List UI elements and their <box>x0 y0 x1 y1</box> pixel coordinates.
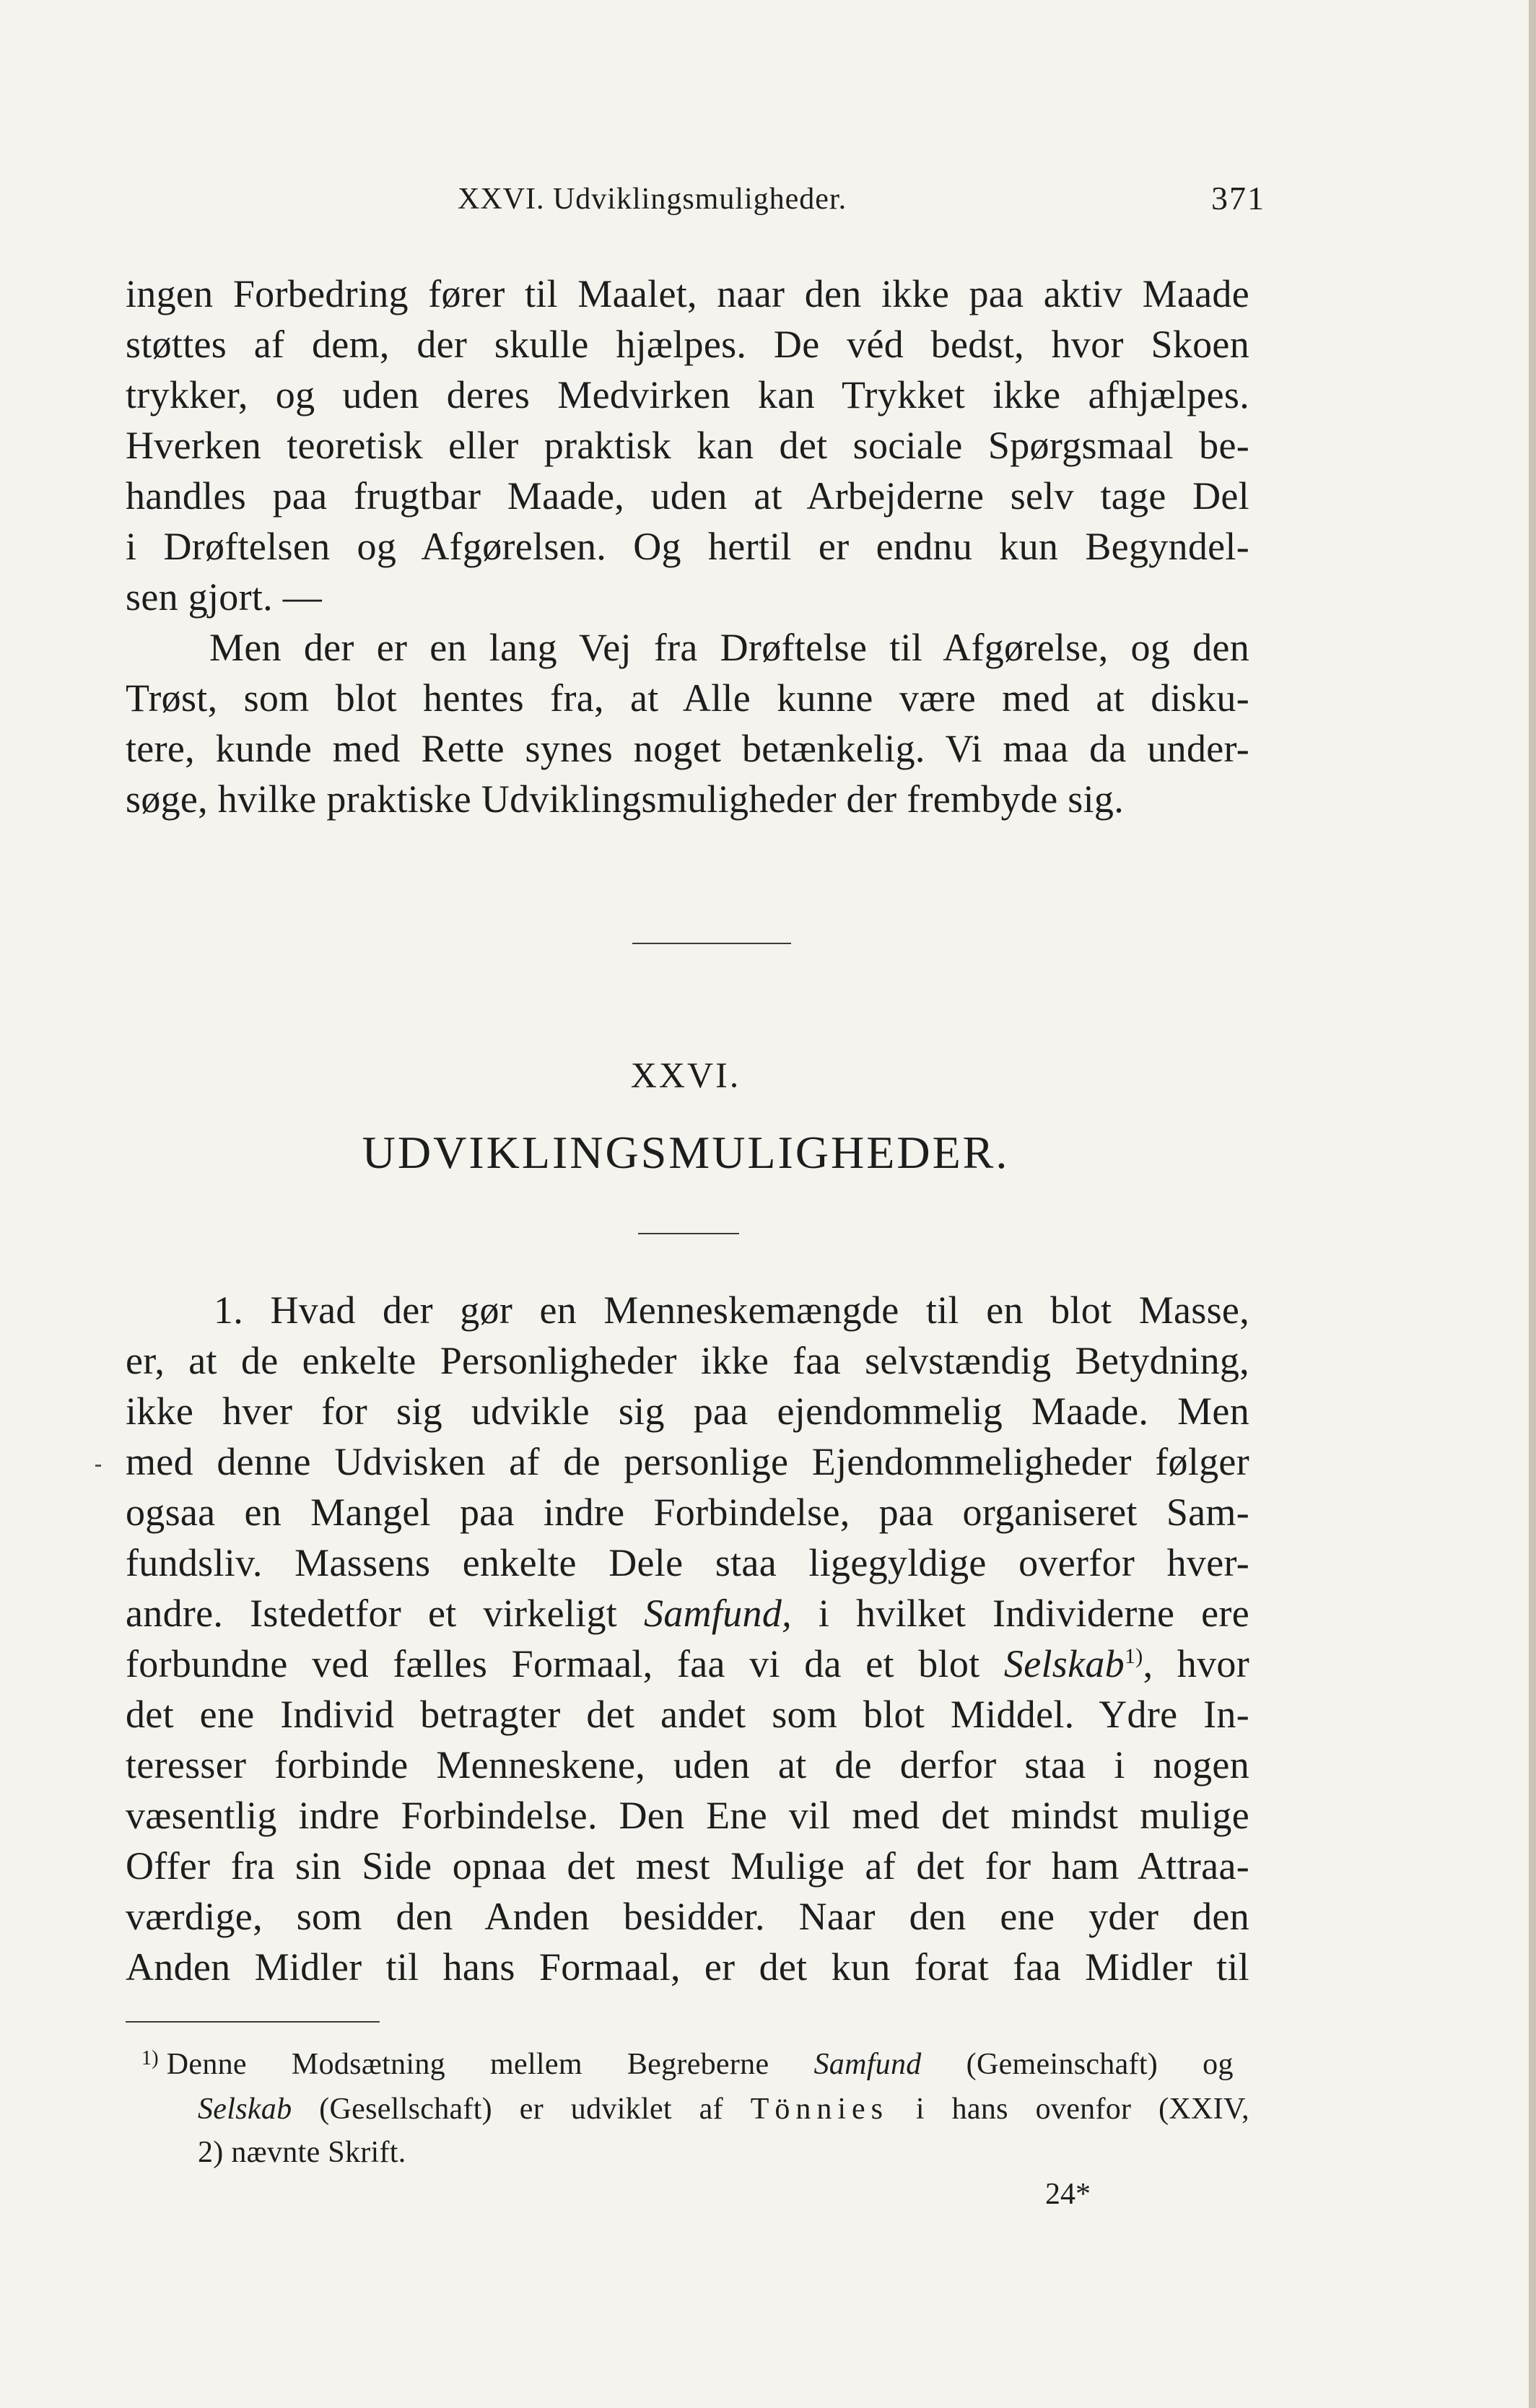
italic-term: Samfund, <box>644 1592 792 1635</box>
italic-term-with-footnote <box>1004 1642 1249 1685</box>
page-number: 371 <box>1211 180 1265 217</box>
text-line <box>126 1641 1249 1686</box>
text-line: tere, kunde med Rette synes noget betænkelig. Vi maa da under- <box>126 727 1249 770</box>
footnote-text <box>167 2047 1234 2082</box>
text-line: trykker, og uden deres Medvirken kan Trykket ikke afhjælpes. <box>126 373 1249 416</box>
footnote-marker: 1) <box>1124 1644 1143 1668</box>
italic-term: Selskab <box>198 2093 292 2126</box>
text-span: Denne Modsætning mellem Begreberne <box>166 2048 769 2081</box>
text-span: (Gesellschaft) er udviklet af <box>319 2093 723 2126</box>
title-rule <box>638 1233 739 1234</box>
text-span: forbundne ved fælles Formaal, faa vi da et blot <box>126 1642 980 1685</box>
text-line: i Drøftelsen og Afgørelsen. Og hertil er endnu kun Begyndel- <box>126 525 1249 568</box>
footnote-marker: 1) <box>141 2047 159 2069</box>
text-line: Men der er en lang Vej fra Drøftelse til Afgørelse, og den <box>209 626 1249 669</box>
italic-term: Samfund <box>813 2048 922 2081</box>
page-edge-shadow <box>1529 0 1536 2408</box>
text-line: er, at de enkelte Personligheder ikke faa selvstændig Betydning, <box>126 1339 1249 1382</box>
text-line: ikke hver for sig udvikle sig paa ejendommelig Maade. Men <box>126 1390 1249 1433</box>
text-line: Anden Midler til hans Formaal, er det kun forat faa Midler til <box>126 1945 1249 1989</box>
text-line: sen gjort. — <box>126 575 323 619</box>
signature-mark: 24* <box>1045 2178 1091 2211</box>
text-line: ingen Forbedring fører til Maalet, naar den ikke paa aktiv Maade <box>126 272 1249 315</box>
text-line: med denne Udvisken af de personlige Ejendommeligheder følger <box>126 1440 1249 1483</box>
italic-term: Selskab <box>1003 1642 1125 1685</box>
footnote-line: 2) nævnte Skrift. <box>198 2136 406 2169</box>
footnote-line <box>198 2092 1249 2126</box>
section-divider <box>632 943 791 944</box>
text-line: handles paa frugtbar Maade, uden at Arbejderne selv tage Del <box>126 474 1249 518</box>
text-line: værdige, som den Anden besidder. Naar den ene yder den <box>126 1895 1249 1938</box>
text-line: fundsliv. Massens enkelte Dele staa ligegyldige overfor hver- <box>126 1541 1249 1584</box>
text-span: i hvilket Individerne ere <box>818 1592 1249 1635</box>
text-span: andre. Istedetfor et virkeligt <box>126 1592 618 1635</box>
text-span: i hans ovenfor (XXIV, <box>915 2093 1249 2126</box>
footnote-rule <box>126 2021 380 2023</box>
margin-mark <box>95 1465 101 1467</box>
text-line <box>126 1591 1249 1636</box>
chapter-title: UDVIKLINGSMULIGHEDER. <box>362 1127 1010 1178</box>
footnote-line <box>141 2047 1249 2083</box>
text-line: søge, hvilke praktiske Udviklingsmuligheder der frembyde sig. <box>126 777 1125 821</box>
text-line: væsentlig indre Forbindelse. Den Ene vil med det mindst mulige <box>126 1794 1249 1837</box>
text-span: , hvor <box>1143 1642 1249 1685</box>
running-title: XXVI. Udviklingsmuligheder. <box>458 183 847 216</box>
chapter-number: XXVI. <box>630 1055 741 1095</box>
text-line: teresser forbinde Menneskene, uden at de derfor staa i nogen <box>126 1743 1249 1787</box>
text-line: støttes af dem, der skulle hjælpes. De véd bedst, hvor Skoen <box>126 323 1249 366</box>
text-line: det ene Individ betragter det andet som blot Middel. Ydre In- <box>126 1693 1249 1736</box>
text-line: ogsaa en Mangel paa indre Forbindelse, paa organiseret Sam- <box>126 1491 1249 1534</box>
text-line: Trøst, som blot hentes fra, at Alle kunne være med at disku- <box>126 676 1249 720</box>
text-line: Offer fra sin Side opnaa det mest Mulige af det for ham Attraa- <box>126 1844 1249 1888</box>
author-name: Tönnies <box>750 2093 889 2126</box>
text-line: Hverken teoretisk eller praktisk kan det sociale Spørgsmaal be- <box>126 424 1249 467</box>
text-span: (Gemeinschaft) og <box>966 2048 1234 2081</box>
text-line: 1. Hvad der gør en Menneskemængde til en blot Masse, <box>214 1288 1249 1332</box>
